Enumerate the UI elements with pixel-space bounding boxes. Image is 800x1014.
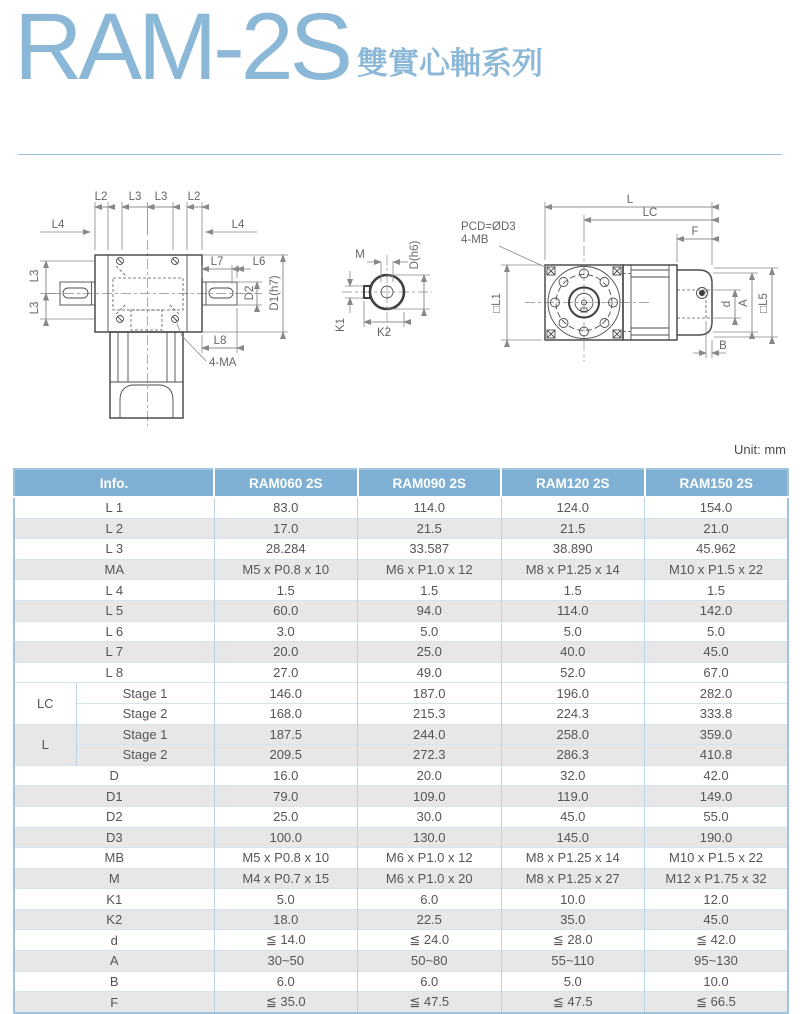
table-row bbox=[14, 827, 788, 848]
spec-value: 38.890 bbox=[501, 539, 645, 560]
dim-label: L6 bbox=[252, 256, 266, 268]
spec-value: ≦ 42.0 bbox=[645, 930, 789, 951]
spec-value: 100.0 bbox=[214, 827, 358, 848]
centerlines bbox=[45, 240, 262, 426]
spec-value: 333.8 bbox=[645, 703, 789, 724]
spec-value: 12.0 bbox=[645, 889, 789, 910]
table-row bbox=[14, 724, 788, 745]
spec-table bbox=[13, 468, 789, 1014]
dim-label: F bbox=[691, 226, 699, 238]
stage-label: Stage 2 bbox=[76, 703, 214, 724]
stage-label: Stage 2 bbox=[76, 745, 214, 766]
table-row bbox=[14, 580, 788, 601]
spec-value: 21.0 bbox=[645, 518, 789, 539]
spec-value: 27.0 bbox=[214, 662, 358, 683]
spec-value: ≦ 14.0 bbox=[214, 930, 358, 951]
spec-value: 6.0 bbox=[214, 971, 358, 992]
spec-value: M4 x P0.7 x 15 bbox=[214, 868, 358, 889]
spec-value: 20.0 bbox=[358, 765, 502, 786]
dim-label: L3 bbox=[29, 269, 41, 283]
motor-flange-housing bbox=[110, 332, 183, 418]
spec-value: 187.5 bbox=[214, 724, 358, 745]
group-label: L bbox=[14, 724, 76, 765]
row-label: L 3 bbox=[14, 539, 214, 560]
row-label: F bbox=[14, 992, 214, 1013]
dim-label: L2 bbox=[94, 191, 108, 203]
spec-value: 52.0 bbox=[501, 662, 645, 683]
row-label: L 6 bbox=[14, 621, 214, 642]
table-header-row bbox=[14, 469, 788, 497]
table-row bbox=[14, 930, 788, 951]
table-row bbox=[14, 497, 788, 518]
table-row bbox=[14, 745, 788, 766]
spec-value: 32.0 bbox=[501, 765, 645, 786]
dim-label: □L1 bbox=[491, 293, 503, 313]
spec-value: 21.5 bbox=[358, 518, 502, 539]
row-label: L 1 bbox=[105, 500, 124, 516]
row-label: MA bbox=[14, 559, 214, 580]
table-row bbox=[14, 642, 788, 663]
row-label: L 2 bbox=[14, 518, 214, 539]
spec-value: 55~110 bbox=[501, 951, 645, 972]
table-row bbox=[14, 889, 788, 910]
spec-value: 114.0 bbox=[358, 497, 502, 518]
spec-value: 224.3 bbox=[501, 703, 645, 724]
dimensions bbox=[29, 191, 288, 369]
row-label: D1 bbox=[14, 786, 214, 807]
table-row bbox=[14, 806, 788, 827]
header-model-ram120: RAM120 2S bbox=[501, 469, 645, 497]
dim-label: L bbox=[626, 194, 634, 206]
spec-value: 21.5 bbox=[501, 518, 645, 539]
row-label: K1 bbox=[14, 889, 214, 910]
table-row bbox=[14, 951, 788, 972]
spec-value: M8 x P1.25 x 27 bbox=[501, 868, 645, 889]
page-title: RAM-2S bbox=[14, 0, 349, 100]
spec-value: 272.3 bbox=[358, 745, 502, 766]
spec-value: 16.0 bbox=[214, 765, 358, 786]
header-model-ram060: RAM060 2S bbox=[214, 469, 358, 497]
spec-value: 5.0 bbox=[214, 889, 358, 910]
spec-value: M10 x P1.5 x 22 bbox=[645, 848, 789, 869]
spec-value: 359.0 bbox=[645, 724, 789, 745]
dim-label: □L5 bbox=[758, 293, 770, 313]
row-label: M bbox=[14, 868, 214, 889]
unit-label: Unit: mm bbox=[734, 442, 786, 457]
spec-value: 5.0 bbox=[645, 621, 789, 642]
spec-value: M12 x P1.75 x 32 bbox=[645, 868, 789, 889]
dimensions bbox=[335, 240, 430, 339]
spec-value: 1.5 bbox=[358, 580, 502, 601]
dim-label: PCD=ØD3 bbox=[461, 221, 516, 233]
dim-label: L4 bbox=[231, 219, 245, 231]
spec-value: 124.0 bbox=[501, 497, 645, 518]
spec-value: 45.0 bbox=[645, 909, 789, 930]
dim-label: 4-MB bbox=[461, 234, 489, 246]
dim-label: D2 bbox=[244, 285, 256, 301]
table-row bbox=[14, 539, 788, 560]
drawing-shaft-cross-section bbox=[320, 225, 450, 360]
spec-value: 149.0 bbox=[645, 786, 789, 807]
spec-value: 30.0 bbox=[358, 806, 502, 827]
table-row bbox=[14, 992, 788, 1013]
spec-value: 45.962 bbox=[645, 539, 789, 560]
table-row bbox=[14, 786, 788, 807]
page-subtitle: 雙實心軸系列 bbox=[356, 46, 543, 81]
spec-value: 45.0 bbox=[645, 642, 789, 663]
table-row bbox=[14, 848, 788, 869]
spec-value: 50~80 bbox=[358, 951, 502, 972]
spec-value: 20.0 bbox=[214, 642, 358, 663]
group-label: LC bbox=[14, 683, 76, 724]
table-row bbox=[14, 621, 788, 642]
spec-value: M6 x P1.0 x 12 bbox=[358, 848, 502, 869]
spec-value: 40.0 bbox=[501, 642, 645, 663]
spec-value: ≦ 35.0 bbox=[214, 992, 358, 1013]
spec-value: 22.5 bbox=[358, 909, 502, 930]
spec-value: 286.3 bbox=[501, 745, 645, 766]
row-label: MB bbox=[14, 848, 214, 869]
stage-label: Stage 1 bbox=[76, 724, 214, 745]
spec-value: 114.0 bbox=[501, 600, 645, 621]
spec-value: M6 x P1.0 x 12 bbox=[358, 559, 502, 580]
dim-label: A bbox=[738, 299, 750, 307]
spec-value: 1.5 bbox=[501, 580, 645, 601]
dim-label: L3 bbox=[154, 191, 168, 203]
spec-value: 79.0 bbox=[214, 786, 358, 807]
spec-value: 145.0 bbox=[501, 827, 645, 848]
spec-value: 55.0 bbox=[645, 806, 789, 827]
spec-value: 168.0 bbox=[214, 703, 358, 724]
row-label: D bbox=[14, 765, 214, 786]
table-row bbox=[14, 559, 788, 580]
row-label: D2 bbox=[14, 806, 214, 827]
spec-value: M8 x P1.25 x 14 bbox=[501, 559, 645, 580]
page-header bbox=[14, 0, 543, 100]
spec-value: 209.5 bbox=[214, 745, 358, 766]
table-row bbox=[14, 765, 788, 786]
title-divider bbox=[18, 154, 782, 155]
spec-value: 25.0 bbox=[358, 642, 502, 663]
table-row bbox=[14, 600, 788, 621]
header-info: Info. bbox=[14, 469, 214, 497]
dim-label: L4 bbox=[51, 219, 65, 231]
spec-value: 109.0 bbox=[358, 786, 502, 807]
spec-value: 6.0 bbox=[358, 971, 502, 992]
table-row bbox=[14, 703, 788, 724]
dim-label: M bbox=[355, 249, 365, 261]
spec-value: 196.0 bbox=[501, 683, 645, 704]
spec-value: 95~130 bbox=[645, 951, 789, 972]
spec-value: 94.0 bbox=[358, 600, 502, 621]
row-label: K2 bbox=[14, 909, 214, 930]
spec-value: 33.587 bbox=[358, 539, 502, 560]
spec-value: ≦ 47.5 bbox=[358, 992, 502, 1013]
dim-label: L2 bbox=[187, 191, 201, 203]
spec-value: 5.0 bbox=[358, 621, 502, 642]
spec-value: 60.0 bbox=[214, 600, 358, 621]
spec-value: M8 x P1.25 x 14 bbox=[501, 848, 645, 869]
spec-value: 187.0 bbox=[358, 683, 502, 704]
spec-value: ≦ 47.5 bbox=[501, 992, 645, 1013]
dim-label: d bbox=[721, 300, 733, 308]
dimensions bbox=[461, 194, 778, 358]
spec-value: 410.8 bbox=[645, 745, 789, 766]
dim-label: D(h6) bbox=[409, 240, 421, 270]
spec-value: 154.0 bbox=[645, 497, 789, 518]
spec-value: M6 x P1.0 x 20 bbox=[358, 868, 502, 889]
side-view-body bbox=[623, 265, 712, 340]
spec-value: 244.0 bbox=[358, 724, 502, 745]
dim-label: D1(h7) bbox=[269, 275, 281, 311]
row-label: L 4 bbox=[14, 580, 214, 601]
spec-value: M5 x P0.8 x 10 bbox=[214, 848, 358, 869]
spec-value: 190.0 bbox=[645, 827, 789, 848]
dim-label: 4-MA bbox=[209, 357, 237, 369]
header-model-ram150: RAM150 2S bbox=[645, 469, 789, 497]
table-row bbox=[14, 683, 788, 704]
dim-label: B bbox=[719, 340, 727, 352]
row-label: L 7 bbox=[14, 642, 214, 663]
spec-value: 28.284 bbox=[214, 539, 358, 560]
row-label: d bbox=[14, 930, 214, 951]
stage-label: Stage 1 bbox=[76, 683, 214, 704]
spec-value: 45.0 bbox=[501, 806, 645, 827]
spec-value: 258.0 bbox=[501, 724, 645, 745]
spec-value: 142.0 bbox=[645, 600, 789, 621]
table-row bbox=[14, 909, 788, 930]
spec-value: 130.0 bbox=[358, 827, 502, 848]
spec-value: 6.0 bbox=[358, 889, 502, 910]
drawing-gearbox-top-view bbox=[10, 180, 310, 432]
spec-value: 10.0 bbox=[501, 889, 645, 910]
spec-value: ≦ 66.5 bbox=[645, 992, 789, 1013]
spec-value: 42.0 bbox=[645, 765, 789, 786]
header-model-ram090: RAM090 2S bbox=[358, 469, 502, 497]
spec-value: 282.0 bbox=[645, 683, 789, 704]
row-label: A bbox=[14, 951, 214, 972]
spec-value: 1.5 bbox=[214, 580, 358, 601]
spec-value: 35.0 bbox=[501, 909, 645, 930]
dim-label: L8 bbox=[213, 335, 227, 347]
spec-value: M5 x P0.8 x 10 bbox=[214, 559, 358, 580]
table-row bbox=[14, 971, 788, 992]
dim-label: L3 bbox=[29, 301, 41, 315]
spec-value: 67.0 bbox=[645, 662, 789, 683]
row-label: L 5 bbox=[14, 600, 214, 621]
spec-value: 30~50 bbox=[214, 951, 358, 972]
table-row bbox=[14, 662, 788, 683]
spec-value: 5.0 bbox=[501, 621, 645, 642]
row-label: D3 bbox=[14, 827, 214, 848]
spec-value: 5.0 bbox=[501, 971, 645, 992]
spec-value: 49.0 bbox=[358, 662, 502, 683]
dim-label: L7 bbox=[210, 256, 224, 268]
spec-value: 146.0 bbox=[214, 683, 358, 704]
spec-value: 17.0 bbox=[214, 518, 358, 539]
spec-value: M10 x P1.5 x 22 bbox=[645, 559, 789, 580]
spec-value: 119.0 bbox=[501, 786, 645, 807]
dim-label: LC bbox=[642, 207, 658, 219]
spec-value: ≦ 28.0 bbox=[501, 930, 645, 951]
spec-value: 10.0 bbox=[645, 971, 789, 992]
dim-label: K2 bbox=[376, 327, 392, 339]
row-label: B bbox=[14, 971, 214, 992]
table-row bbox=[14, 868, 788, 889]
spec-value: 215.3 bbox=[358, 703, 502, 724]
spec-value: 3.0 bbox=[214, 621, 358, 642]
spec-value: ≦ 24.0 bbox=[358, 930, 502, 951]
table-row bbox=[14, 518, 788, 539]
dim-label: K1 bbox=[335, 317, 347, 333]
spec-value: 83.0 bbox=[214, 497, 358, 518]
spec-value: 1.5 bbox=[645, 580, 789, 601]
row-label: L 8 bbox=[14, 662, 214, 683]
spec-value: 25.0 bbox=[214, 806, 358, 827]
drawing-flange-side-view bbox=[455, 190, 800, 370]
spec-value: 18.0 bbox=[214, 909, 358, 930]
dim-label: L3 bbox=[128, 191, 142, 203]
